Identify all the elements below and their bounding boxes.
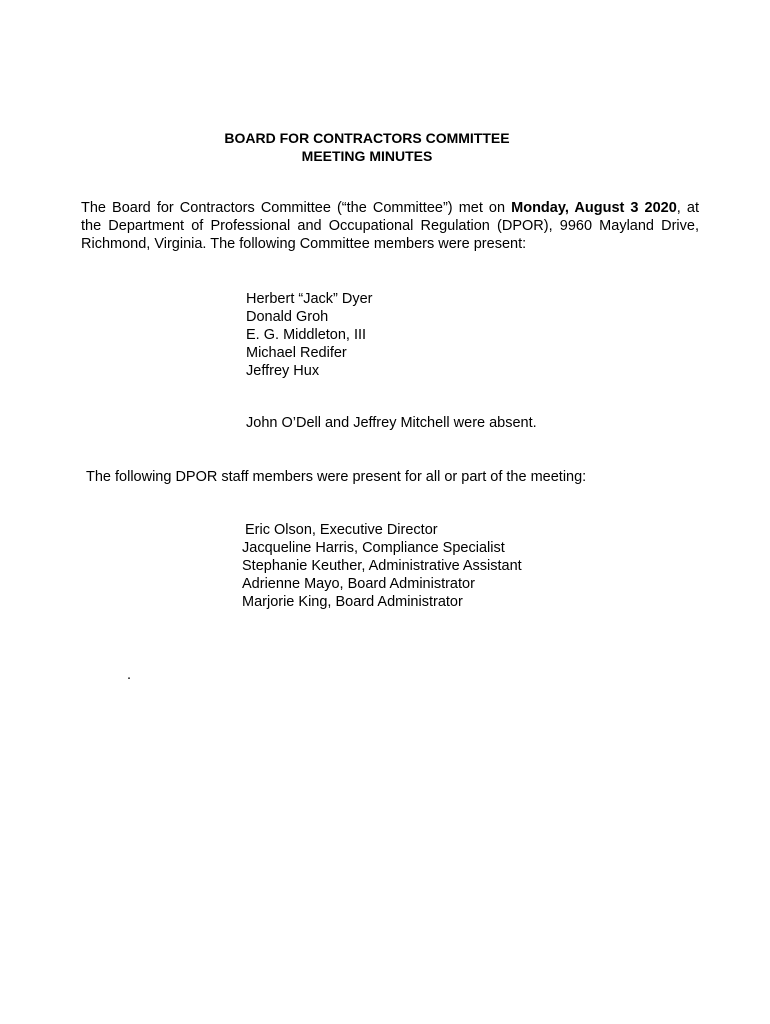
staff-item: Adrienne Mayo, Board Administrator xyxy=(242,576,475,592)
absent-members-note: John O’Dell and Jeffrey Mitchell were absent. xyxy=(246,415,537,431)
committee-members-list xyxy=(246,290,373,380)
document-subtitle: MEETING MINUTES xyxy=(301,148,433,164)
member-item: Jeffrey Hux xyxy=(246,363,320,379)
member-item: Herbert “Jack” Dyer xyxy=(246,291,373,307)
intro-line-1 xyxy=(81,199,699,217)
intro-line-2: the Department of Professional and Occupational Regulation (DPOR), 9960 Mayland Drive, xyxy=(81,218,699,234)
member-item: Michael Redifer xyxy=(246,345,347,361)
document-title: BOARD FOR CONTRACTORS COMMITTEE xyxy=(224,130,510,146)
stray-period: . xyxy=(127,667,132,683)
staff-members-list xyxy=(242,521,522,611)
staff-item: Jacqueline Harris, Compliance Specialist xyxy=(242,540,505,556)
intro-paragraph xyxy=(81,199,699,253)
meeting-date: Monday, August 3 2020 xyxy=(511,200,677,216)
intro-text-after-date: , at xyxy=(676,200,699,216)
staff-item: Marjorie King, Board Administrator xyxy=(242,594,463,610)
staff-item: Stephanie Keuther, Administrative Assistant xyxy=(242,558,522,574)
member-item: E. G. Middleton, III xyxy=(246,327,367,343)
member-item: Donald Groh xyxy=(246,309,329,325)
intro-line-3: Richmond, Virginia. The following Committee members were present: xyxy=(81,236,527,252)
staff-item: Eric Olson, Executive Director xyxy=(245,522,438,538)
intro-text-before-date: The Board for Contractors Committee (“the Committee”) met on xyxy=(81,200,512,216)
staff-intro: The following DPOR staff members were present for all or part of the meeting: xyxy=(86,469,587,485)
